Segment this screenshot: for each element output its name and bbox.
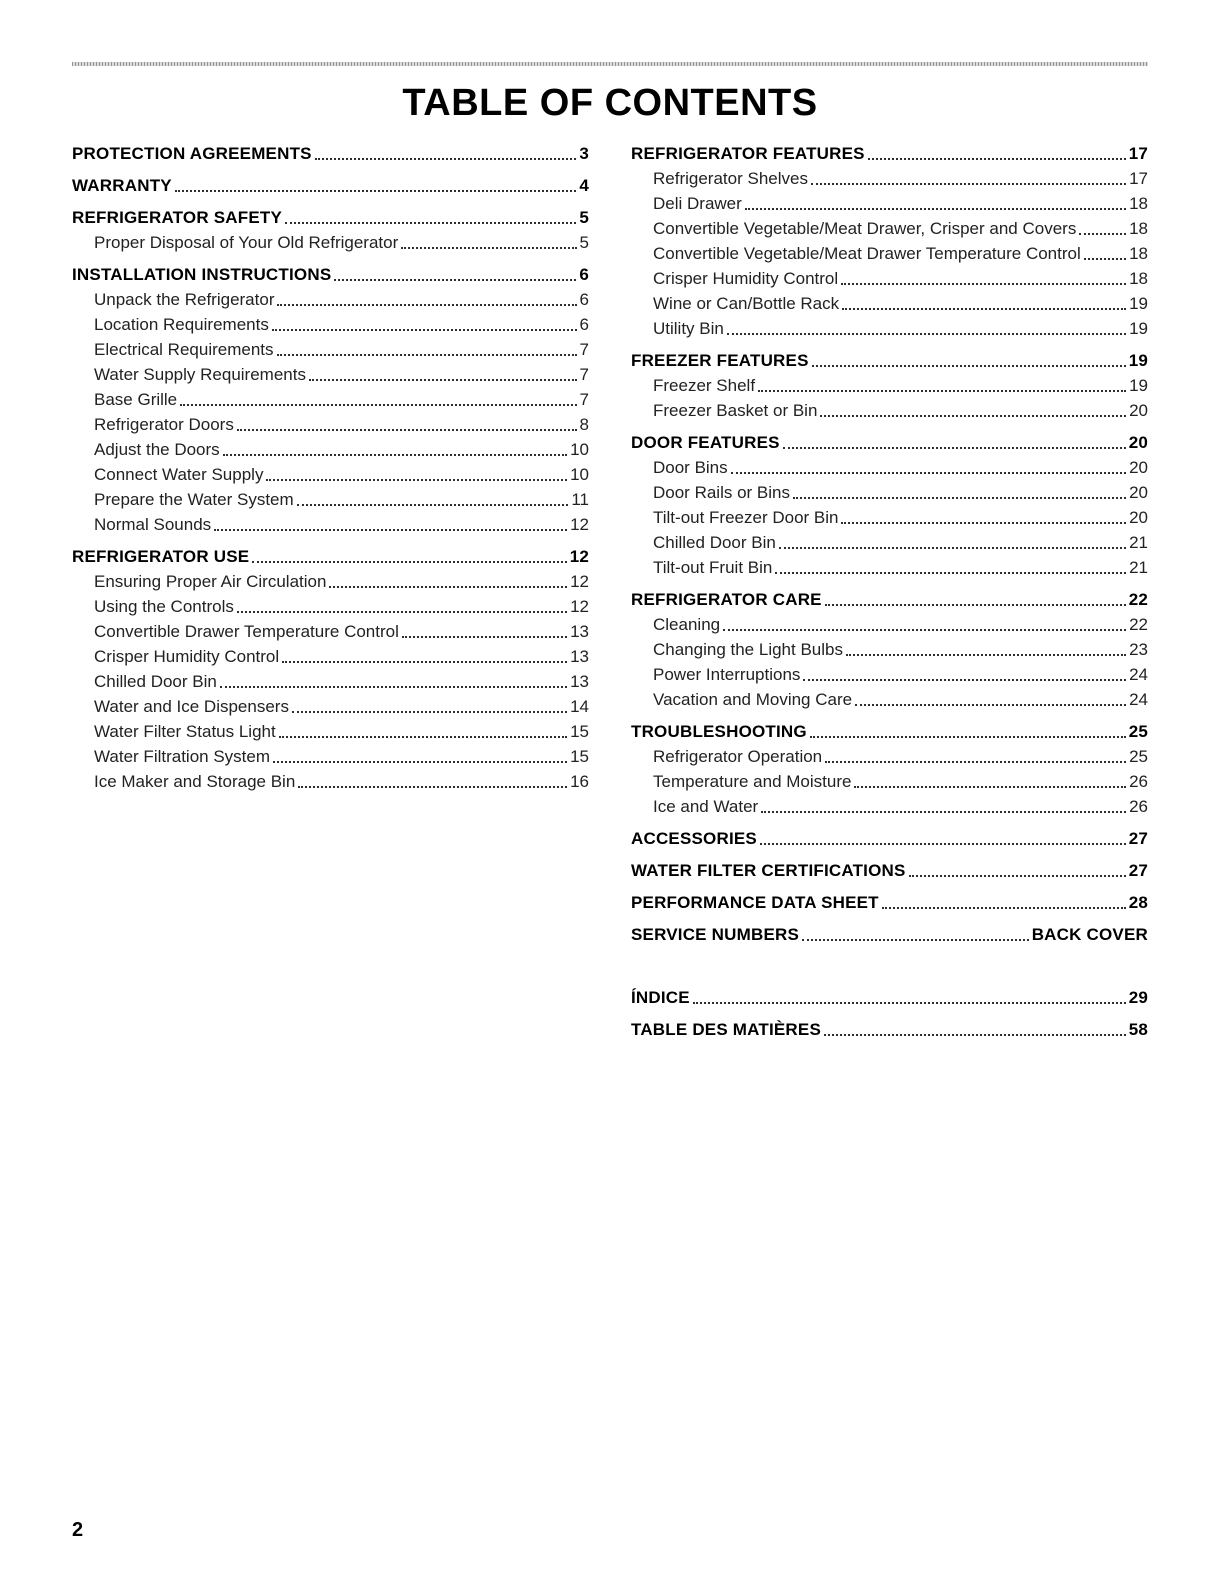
toc-leader-dots xyxy=(760,794,1127,819)
toc-entry xyxy=(72,437,589,462)
toc-entry xyxy=(72,569,589,594)
toc-entry xyxy=(631,166,1148,191)
toc-leader-dots xyxy=(400,230,577,255)
toc-entry xyxy=(72,694,589,719)
toc-entry xyxy=(631,769,1148,794)
toc-entry-label: Water Filtration System xyxy=(94,747,271,766)
toc-entry-label: Ice Maker and Storage Bin xyxy=(94,772,296,791)
toc-entry-label: Using the Controls xyxy=(94,597,234,616)
toc-entry-label: REFRIGERATOR CARE xyxy=(631,590,822,609)
toc-leader-dots xyxy=(291,694,568,719)
toc-entry xyxy=(631,191,1148,216)
toc-leader-dots xyxy=(692,985,1127,1010)
toc-leader-dots xyxy=(265,462,568,487)
toc-entry-page: 22 xyxy=(1128,590,1148,609)
toc-entry xyxy=(631,719,1148,744)
toc-entry-page: 20 xyxy=(1129,483,1148,502)
toc-entry-label: PERFORMANCE DATA SHEET xyxy=(631,893,879,912)
toc-entry xyxy=(72,230,589,255)
toc-entry-label: WATER FILTER CERTIFICATIONS xyxy=(631,861,906,880)
toc-entry-page: 25 xyxy=(1128,722,1148,741)
toc-entry-label: Refrigerator Operation xyxy=(653,747,823,766)
toc-leader-dots xyxy=(811,348,1127,373)
toc-entry-label: Ensuring Proper Air Circulation xyxy=(94,572,327,591)
toc-entry xyxy=(631,316,1148,341)
toc-entry xyxy=(72,262,589,287)
toc-leader-dots xyxy=(730,455,1127,480)
toc-entry-page: 12 xyxy=(570,515,589,534)
toc-entry xyxy=(72,205,589,230)
toc-leader-dots xyxy=(867,141,1127,166)
toc-entry-page: 23 xyxy=(1129,640,1148,659)
toc-leader-dots xyxy=(236,412,578,437)
toc-entry xyxy=(72,287,589,312)
toc-leader-dots xyxy=(271,312,578,337)
toc-leader-dots xyxy=(276,287,577,312)
toc-entry-label: TABLE DES MATIÈRES xyxy=(631,1020,821,1039)
toc-entry xyxy=(72,669,589,694)
toc-entry-page: 12 xyxy=(570,597,589,616)
toc-entry-label: Crisper Humidity Control xyxy=(94,647,280,666)
toc-entry xyxy=(631,687,1148,712)
toc-leader-dots xyxy=(782,430,1127,455)
toc-leader-dots xyxy=(174,173,578,198)
toc-leader-dots xyxy=(802,662,1127,687)
top-divider-rule xyxy=(72,62,1148,66)
toc-leader-dots xyxy=(222,437,568,462)
toc-entry-page: 13 xyxy=(570,672,589,691)
toc-entry xyxy=(72,362,589,387)
toc-leader-dots xyxy=(276,337,578,362)
toc-leader-dots xyxy=(308,362,578,387)
toc-entry xyxy=(631,241,1148,266)
toc-leader-dots xyxy=(744,191,1127,216)
toc-leader-dots xyxy=(801,922,1030,947)
toc-leader-dots xyxy=(809,719,1127,744)
toc-entry xyxy=(631,373,1148,398)
toc-entry-page: 4 xyxy=(579,176,589,195)
toc-entry-label: Proper Disposal of Your Old Refrigerator xyxy=(94,233,399,252)
toc-entry-label: Cleaning xyxy=(653,615,721,634)
toc-entry-label: Wine or Can/Bottle Rack xyxy=(653,294,840,313)
toc-entry-label: Electrical Requirements xyxy=(94,340,274,359)
toc-entry-label: Vacation and Moving Care xyxy=(653,690,853,709)
toc-entry xyxy=(631,744,1148,769)
toc-entry xyxy=(631,555,1148,580)
toc-leader-dots xyxy=(213,512,568,537)
toc-entry-page: 10 xyxy=(570,465,589,484)
toc-leader-dots xyxy=(401,619,568,644)
page-number: 2 xyxy=(72,1519,84,1541)
toc-entry-page: 20 xyxy=(1129,508,1148,527)
toc-leader-dots xyxy=(1083,241,1127,266)
toc-entry-label: ÍNDICE xyxy=(631,988,690,1007)
toc-column-right xyxy=(631,141,1148,1042)
toc-entry-label: Convertible Vegetable/Meat Drawer Temperature Control xyxy=(653,244,1081,263)
toc-entry xyxy=(72,544,589,569)
toc-entry-page: 19 xyxy=(1128,351,1148,370)
toc-entry-page: 17 xyxy=(1129,169,1148,188)
toc-entry xyxy=(72,719,589,744)
toc-leader-dots xyxy=(328,569,568,594)
toc-entry xyxy=(631,266,1148,291)
toc-entry-label: Freezer Shelf xyxy=(653,376,756,395)
toc-entry-page: 27 xyxy=(1128,829,1148,848)
toc-entry-page: 8 xyxy=(579,415,589,434)
toc-entry-page: 17 xyxy=(1128,144,1148,163)
toc-entry-label: Location Requirements xyxy=(94,315,269,334)
toc-entry-page: 22 xyxy=(1129,615,1148,634)
toc-entry-label: Prepare the Water System xyxy=(94,490,294,509)
toc-entry xyxy=(631,530,1148,555)
toc-entry xyxy=(72,312,589,337)
toc-leader-dots xyxy=(845,637,1127,662)
toc-entry-page: 7 xyxy=(579,340,589,359)
toc-entry xyxy=(631,612,1148,637)
toc-entry-page: 11 xyxy=(571,490,589,509)
toc-entry xyxy=(631,890,1148,915)
toc-entry-page: 3 xyxy=(579,144,589,163)
toc-column-left xyxy=(72,141,589,794)
toc-leader-dots xyxy=(854,687,1127,712)
toc-entry xyxy=(72,619,589,644)
page-title: TABLE OF CONTENTS xyxy=(402,82,818,124)
toc-leader-dots xyxy=(908,858,1127,883)
toc-leader-dots xyxy=(778,530,1127,555)
toc-entry-page: 12 xyxy=(569,547,589,566)
toc-entry-page: 20 xyxy=(1128,433,1148,452)
toc-entry-label: ACCESSORIES xyxy=(631,829,757,848)
toc-entry-label: REFRIGERATOR SAFETY xyxy=(72,208,283,227)
toc-leader-dots xyxy=(853,769,1127,794)
toc-entry-page: 10 xyxy=(570,440,589,459)
toc-entry-label: INSTALLATION INSTRUCTIONS xyxy=(72,265,332,284)
toc-entry xyxy=(72,512,589,537)
toc-entry xyxy=(72,769,589,794)
toc-entry-label: Normal Sounds xyxy=(94,515,212,534)
toc-entry xyxy=(631,348,1148,373)
toc-entry-label: Freezer Basket or Bin xyxy=(653,401,818,420)
toc-leader-dots xyxy=(824,587,1127,612)
toc-leader-dots xyxy=(759,826,1127,851)
toc-entry-page: 26 xyxy=(1129,772,1148,791)
toc-entry-label: Temperature and Moisture xyxy=(653,772,852,791)
toc-leader-dots xyxy=(179,387,577,412)
toc-entry xyxy=(631,480,1148,505)
toc-entry-label: Deli Drawer xyxy=(653,194,742,213)
toc-entry-page: 6 xyxy=(579,265,589,284)
toc-entry-page: 18 xyxy=(1129,194,1148,213)
toc-entry-page: 7 xyxy=(579,365,589,384)
toc-entry xyxy=(631,662,1148,687)
toc-leader-dots xyxy=(774,555,1127,580)
toc-entry xyxy=(72,644,589,669)
toc-entry-page: 15 xyxy=(570,722,589,741)
toc-entry xyxy=(631,1017,1148,1042)
toc-entry-page: 18 xyxy=(1129,219,1148,238)
toc-entry-label: Water and Ice Dispensers xyxy=(94,697,289,716)
toc-entry-label: Changing the Light Bulbs xyxy=(653,640,843,659)
toc-entry-label: Connect Water Supply xyxy=(94,465,264,484)
toc-entry-label: Utility Bin xyxy=(653,319,724,338)
toc-entry xyxy=(72,744,589,769)
toc-entry-label: WARRANTY xyxy=(72,176,172,195)
toc-entry-page: 12 xyxy=(570,572,589,591)
toc-entry-label: Water Filter Status Light xyxy=(94,722,276,741)
toc-entry-page: 24 xyxy=(1129,690,1148,709)
toc-entry xyxy=(631,587,1148,612)
toc-entry-label: Tilt-out Fruit Bin xyxy=(653,558,773,577)
toc-entry xyxy=(631,505,1148,530)
toc-entry-page: 20 xyxy=(1129,401,1148,420)
toc-entry xyxy=(631,291,1148,316)
toc-entry xyxy=(631,826,1148,851)
toc-columns xyxy=(72,141,1148,1042)
toc-entry-page: 15 xyxy=(570,747,589,766)
toc-entry xyxy=(72,594,589,619)
toc-entry-label: Refrigerator Shelves xyxy=(653,169,808,188)
toc-entry xyxy=(72,337,589,362)
toc-entry-page: 18 xyxy=(1129,244,1148,263)
toc-entry-page: 13 xyxy=(570,622,589,641)
toc-entry-page: 5 xyxy=(579,233,589,252)
toc-leader-dots xyxy=(284,205,577,230)
toc-entry-label: REFRIGERATOR USE xyxy=(72,547,250,566)
toc-leader-dots xyxy=(333,262,577,287)
toc-leader-dots xyxy=(757,373,1127,398)
toc-entry-label: Convertible Vegetable/Meat Drawer, Crisper and Covers xyxy=(653,219,1077,238)
toc-entry-page: 21 xyxy=(1129,558,1148,577)
toc-entry-label: FREEZER FEATURES xyxy=(631,351,809,370)
toc-entry-page: 24 xyxy=(1129,665,1148,684)
toc-entry xyxy=(72,412,589,437)
toc-entry-page: 18 xyxy=(1129,269,1148,288)
toc-entry-page: 19 xyxy=(1129,294,1148,313)
toc-entry xyxy=(631,858,1148,883)
toc-leader-dots xyxy=(819,398,1127,423)
toc-entry-label: Door Bins xyxy=(653,458,728,477)
toc-entry-label: Base Grille xyxy=(94,390,178,409)
toc-entry-page: 29 xyxy=(1128,988,1148,1007)
toc-entry-page: 13 xyxy=(570,647,589,666)
toc-entry-page: 19 xyxy=(1129,319,1148,338)
toc-entry xyxy=(631,922,1148,947)
toc-leader-dots xyxy=(840,505,1127,530)
toc-entry-page: 16 xyxy=(570,772,589,791)
toc-entry xyxy=(631,455,1148,480)
toc-entry-page: 6 xyxy=(579,290,589,309)
toc-entry-page: 28 xyxy=(1128,893,1148,912)
toc-entry-label: Chilled Door Bin xyxy=(94,672,217,691)
toc-entry-label: TROUBLESHOOTING xyxy=(631,722,807,741)
toc-entry xyxy=(631,637,1148,662)
toc-entry xyxy=(631,398,1148,423)
toc-entry xyxy=(631,430,1148,455)
toc-entry-label: Door Rails or Bins xyxy=(653,483,790,502)
toc-entry-label: Water Supply Requirements xyxy=(94,365,306,384)
toc-entry xyxy=(72,173,589,198)
toc-entry-label: Adjust the Doors xyxy=(94,440,220,459)
toc-entry-label: DOOR FEATURES xyxy=(631,433,780,452)
toc-leader-dots xyxy=(722,612,1127,637)
toc-entry-page: 20 xyxy=(1129,458,1148,477)
toc-entry xyxy=(631,141,1148,166)
toc-leader-dots xyxy=(726,316,1127,341)
toc-entry-label: Ice and Water xyxy=(653,797,759,816)
toc-entry-label: Tilt-out Freezer Door Bin xyxy=(653,508,839,527)
toc-entry-page: 27 xyxy=(1128,861,1148,880)
toc-entry-page: 6 xyxy=(579,315,589,334)
toc-leader-dots xyxy=(840,266,1127,291)
toc-entry-page: 25 xyxy=(1129,747,1148,766)
toc-entry-label: Crisper Humidity Control xyxy=(653,269,839,288)
toc-leader-dots xyxy=(810,166,1127,191)
toc-leader-dots xyxy=(841,291,1127,316)
toc-entry-page: BACK COVER xyxy=(1031,925,1148,944)
toc-entry-label: Refrigerator Doors xyxy=(94,415,234,434)
toc-leader-dots xyxy=(881,890,1127,915)
toc-entry xyxy=(631,794,1148,819)
toc-leader-dots xyxy=(823,1017,1127,1042)
toc-entry-page: 5 xyxy=(579,208,589,227)
toc-entry-page: 58 xyxy=(1128,1020,1148,1039)
toc-leader-dots xyxy=(314,141,578,166)
toc-leader-dots xyxy=(296,487,570,512)
toc-leader-dots xyxy=(278,719,568,744)
toc-entry-label: REFRIGERATOR FEATURES xyxy=(631,144,865,163)
toc-leader-dots xyxy=(824,744,1127,769)
toc-entry xyxy=(72,141,589,166)
toc-entry-page: 14 xyxy=(570,697,589,716)
toc-leader-dots xyxy=(272,744,568,769)
toc-entry-page: 7 xyxy=(579,390,589,409)
toc-leader-dots xyxy=(281,644,568,669)
toc-entry-label: PROTECTION AGREEMENTS xyxy=(72,144,312,163)
toc-entry xyxy=(631,985,1148,1010)
toc-entry xyxy=(72,487,589,512)
toc-entry xyxy=(72,387,589,412)
toc-entry-label: Convertible Drawer Temperature Control xyxy=(94,622,399,641)
toc-entry-page: 19 xyxy=(1129,376,1148,395)
toc-entry-page: 21 xyxy=(1129,533,1148,552)
toc-leader-dots xyxy=(236,594,568,619)
toc-entry-label: Unpack the Refrigerator xyxy=(94,290,275,309)
toc-leader-dots xyxy=(297,769,568,794)
toc-entry-label: Chilled Door Bin xyxy=(653,533,776,552)
toc-leader-dots xyxy=(1078,216,1127,241)
toc-leader-dots xyxy=(251,544,567,569)
toc-entry-label: Power Interruptions xyxy=(653,665,801,684)
toc-entry xyxy=(631,216,1148,241)
toc-entry-label: SERVICE NUMBERS xyxy=(631,925,799,944)
toc-entry xyxy=(72,462,589,487)
toc-entry-page: 26 xyxy=(1129,797,1148,816)
toc-leader-dots xyxy=(219,669,568,694)
toc-leader-dots xyxy=(792,480,1127,505)
